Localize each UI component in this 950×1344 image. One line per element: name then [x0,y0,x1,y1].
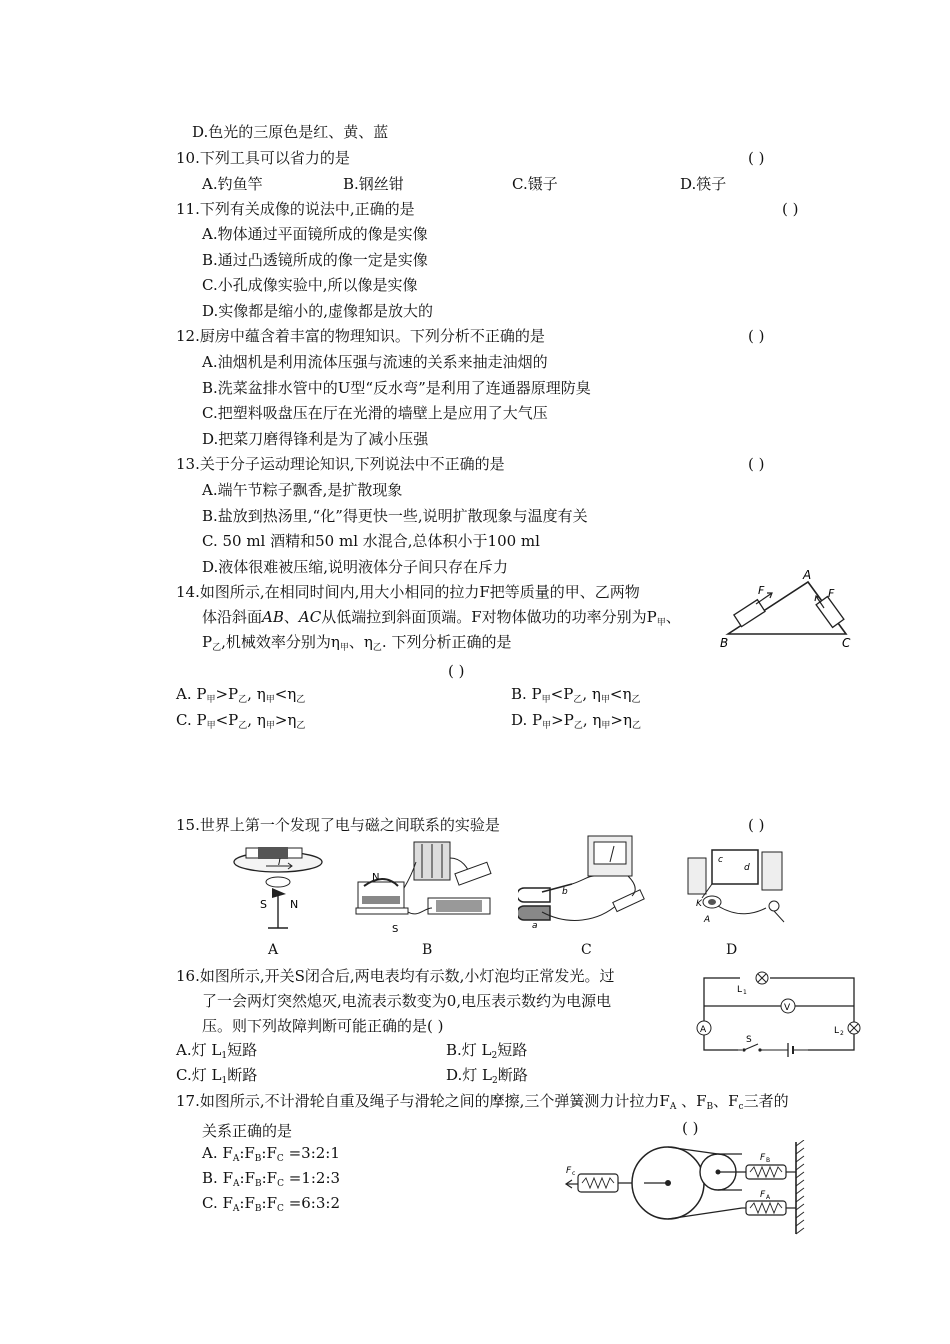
svg-text:N: N [372,872,380,883]
svg-text:1: 1 [743,989,747,996]
svg-text:N: N [290,898,299,911]
q9-option-d: D.色光的三原色是红、黄、蓝 [192,123,389,141]
experiment-b-figure [352,838,502,938]
q11-answer-paren: ( ) [782,200,799,218]
svg-text:F: F [566,1166,572,1176]
svg-text:L: L [834,1026,840,1036]
q13-option-a: A.端午节粽子飘香,是扩散现象 [202,481,403,499]
svg-text:S: S [392,924,399,935]
svg-text:A: A [700,1025,707,1035]
caption-d: D [726,942,738,958]
q13-option-d: D.液体很难被压缩,说明液体分子间只存在斥力 [202,558,509,576]
svg-text:S: S [746,1035,752,1045]
svg-text:I: I [278,858,281,868]
q11-option-a: A.物体通过平面镜所成的像是实像 [202,225,428,243]
q13-stem: 13.关于分子运动理论知识,下列说法中不正确的是 [176,455,505,473]
svg-text:S: S [260,898,267,911]
svg-text:2: 2 [840,1030,844,1037]
q17-line2: 关系正确的是 [202,1122,293,1140]
q12-option-a: A.油烟机是利用流体压强与流速的关系来抽走油烟的 [202,353,548,371]
q13-option-b: B.盐放到热汤里,“化”得更快一些,说明扩散现象与温度有关 [202,507,588,525]
q11-option-d: D.实像都是缩小的,虚像都是放大的 [202,302,434,320]
svg-text:d: d [744,863,750,873]
svg-text:L: L [737,985,743,995]
q11-stem: 11.下列有关成像的说法中,正确的是 [176,200,415,218]
q17-option-b: B. $F_A:F_B:F_C$ =1:2:3 [202,1169,341,1189]
q14-option-d: D. $P_甲>P_乙$, $\eta_甲>\eta_乙$ [511,711,641,731]
q16-line1: 16.如图所示,开关S闭合后,两电表均有示数,小灯泡均正常发光。过 [176,967,615,985]
q13-option-c: C. 50 ml 酒精和50 ml 水混合,总体积小于100 ml [202,532,540,550]
svg-text:b: b [562,887,568,897]
caption-b: B [422,942,433,958]
q16-option-c: C.灯 $L_1$断路 [176,1066,258,1086]
caption-c: C [581,942,592,958]
q14-option-a: A. $P_甲>P_乙$, $\eta_甲<\eta_乙$ [176,685,306,705]
label-f2: F [828,587,835,600]
q14-option-c: C. $P_甲<P_乙$, $\eta_甲>\eta_乙$ [176,711,306,731]
q16-line2: 了一会两灯突然熄灭,电流表示数变为0,电压表示数约为电源电 [202,992,612,1010]
block-yi [816,597,844,628]
q16-option-d: D.灯 $L_2$断路 [446,1066,528,1086]
q11-option-c: C.小孔成像实验中,所以像是实像 [202,276,418,294]
experiment-c-figure [518,832,658,938]
pulley-figure [560,1140,816,1236]
svg-text:F: F [760,1190,766,1200]
q14-answer-paren: ( ) [448,662,465,680]
label-b: B [720,636,729,650]
q14-line1: 14.如图所示,在相同时间内,用大小相同的拉力F把等质量的甲、乙两物 [176,583,640,601]
experiment-a-figure [228,838,328,938]
q14-line2: 体沿斜面AB、AC从低端拉到斜面顶端。F对物体做功的功率分别为$P_甲$、 [202,608,681,628]
q12-option-c: C.把塑料吸盘压在厅在光滑的墙壁上是应用了大气压 [202,404,548,422]
svg-text:B: B [766,1157,771,1164]
scale-c [578,1174,618,1192]
q17-answer-paren: ( ) [682,1119,699,1137]
svg-text:A: A [704,915,711,925]
incline-figure [716,570,866,652]
svg-text:c: c [572,1170,576,1177]
q12-answer-paren: ( ) [748,327,765,345]
block-jia [734,600,765,627]
q16-option-a: A.灯 $L_1$短路 [176,1041,258,1061]
svg-text:c: c [718,855,723,865]
q10-stem: 10.下列工具可以省力的是 [176,149,350,167]
q10-option-d: D.筷子 [680,175,727,193]
q15-answer-paren: ( ) [748,816,765,834]
q14-option-b: B. $P_甲<P_乙$, $\eta_甲<\eta_乙$ [511,685,641,705]
q12-option-d: D.把菜刀磨得锋利是为了减小压强 [202,430,429,448]
q16-line3: 压。则下列故障判断可能正确的是( ) [202,1017,444,1035]
svg-text:K: K [696,899,702,909]
circuit-figure [690,970,866,1062]
q17-option-c: C. $F_A:F_B:F_C$ =6:3:2 [202,1194,340,1214]
svg-text:A: A [766,1194,771,1201]
q12-stem: 12.厨房中蕴含着丰富的物理知识。下列分析不正确的是 [176,327,545,345]
q17-option-a: A. $F_A:F_B:F_C$ =3:2:1 [202,1144,340,1164]
q10-answer-paren: ( ) [748,149,765,167]
q12-option-b: B.洗菜盆排水管中的U型“反水弯”是利用了连通器原理防臭 [202,379,591,397]
q13-answer-paren: ( ) [748,455,765,473]
q10-option-a: A.钓鱼竿 [202,175,263,193]
label-a: A [803,570,812,582]
svg-text:F: F [760,1153,766,1163]
caption-a: A [268,942,279,958]
q16-option-b: B.灯 $L_2$短路 [446,1041,528,1061]
svg-text:a: a [532,921,538,931]
q10-option-c: C.镊子 [512,175,558,193]
q17-line1: 17.如图所示,不计滑轮自重及绳子与滑轮之间的摩擦,三个弹簧测力计拉力$F_A$ 、$F_B$、$F_c$三者的 [176,1092,789,1112]
q10-option-b: B.钢丝钳 [343,175,404,193]
q14-line3: $P_乙$,机械效率分别为$\eta_甲$、$\eta_乙$. 下列分析正确的是 [202,633,512,653]
label-f1: F [758,584,765,597]
label-c: C [842,636,851,650]
q11-option-b: B.通过凸透镜所成的像一定是实像 [202,251,428,269]
experiment-d-figure [684,838,794,938]
svg-text:V: V [784,1003,791,1013]
q15-stem: 15.世界上第一个发现了电与磁之间联系的实验是 [176,816,500,834]
